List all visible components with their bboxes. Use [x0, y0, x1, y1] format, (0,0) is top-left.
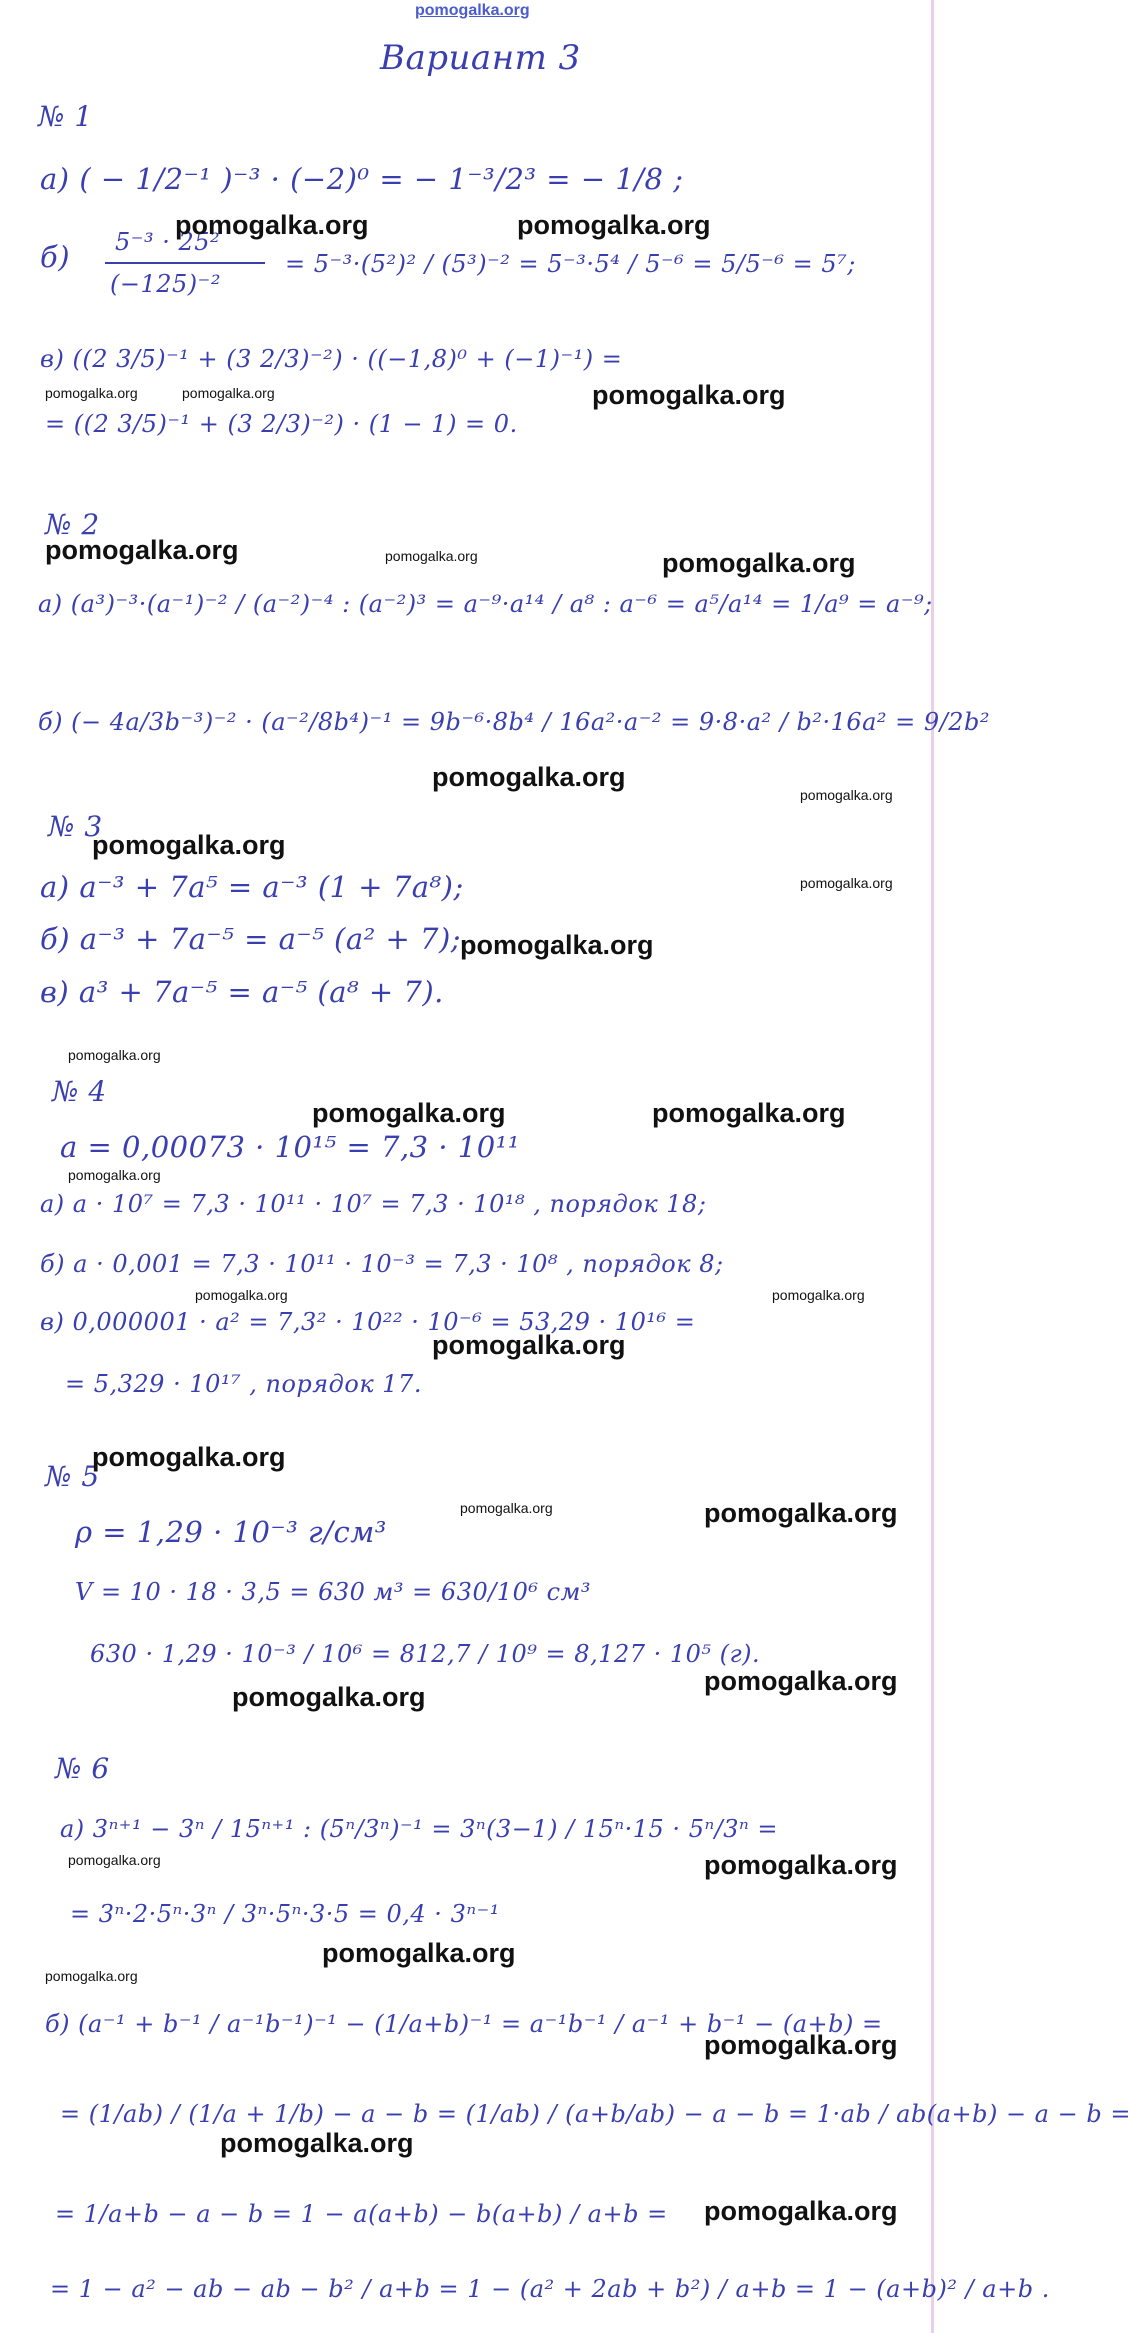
task-5-density: ρ = 1,29 · 10⁻³ г/см³ — [75, 1515, 387, 1549]
task-4-part-c-line2: = 5,329 · 10¹⁷ , порядок 17. — [65, 1370, 422, 1398]
header-site-watermark[interactable]: pomogalka.org — [415, 2, 530, 19]
task-6-part-b-line1: б) (a⁻¹ + b⁻¹ / a⁻¹b⁻¹)⁻¹ − (1/a+b)⁻¹ = a⁻¹b⁻¹ / a⁻¹ + b⁻¹ − (a+b) = — [45, 2010, 883, 2038]
watermark-text: pomogalka.org — [800, 875, 893, 891]
watermark-text: pomogalka.org — [92, 1442, 286, 1472]
task-1-part-b-denominator: (−125)⁻² — [110, 270, 221, 298]
watermark-text: pomogalka.org — [322, 1938, 516, 1968]
watermark-text: pomogalka.org — [45, 385, 138, 401]
watermark-text: pomogalka.org — [68, 1852, 161, 1868]
watermark-text: pomogalka.org — [517, 210, 711, 240]
watermark-text: pomogalka.org — [92, 830, 286, 860]
task-3-part-a: а) a⁻³ + 7a⁵ = a⁻³ (1 + 7a⁸); — [40, 870, 464, 904]
task-4-part-a: а) a · 10⁷ = 7,3 · 10¹¹ · 10⁷ = 7,3 · 10¹⁸ , порядок 18; — [40, 1190, 707, 1218]
task-6-part-b-line4: = 1 − a² − ab − ab − b² / a+b = 1 − (a² + 2ab + b²) / a+b = 1 − (a+b)² / a+b . — [50, 2275, 1050, 2303]
task-1-fraction-line — [105, 262, 265, 264]
task-1-part-c-line2: = ((2 3/5)⁻¹ + (3 2/3)⁻²) · (1 − 1) = 0. — [45, 410, 518, 438]
watermark-text: pomogalka.org — [460, 930, 654, 960]
task-6-part-b-line2: = (1/ab) / (1/a + 1/b) − a − b = (1/ab) / (a+b/ab) − a − b = 1·ab / ab(a+b) − a − b = — [60, 2100, 1131, 2128]
watermark-text: pomogalka.org — [592, 380, 786, 410]
task-1-part-b-label: б) — [40, 240, 71, 274]
watermark-text: pomogalka.org — [68, 1047, 161, 1063]
page-title: Вариант 3 — [380, 38, 581, 78]
watermark-text: pomogalka.org — [800, 787, 893, 803]
task-2-part-b: б) (− 4a/3b⁻³)⁻² · (a⁻²/8b⁴)⁻¹ = 9b⁻⁶·8b⁴ / 16a²·a⁻² = 9·8·a² / b²·16a² = 9/2b² — [38, 708, 991, 736]
watermark-text: pomogalka.org — [312, 1098, 506, 1128]
watermark-text: pomogalka.org — [45, 1968, 138, 1984]
task-6-part-a-line1: а) 3ⁿ⁺¹ − 3ⁿ / 15ⁿ⁺¹ : (5ⁿ/3ⁿ)⁻¹ = 3ⁿ(3−1) / 15ⁿ·15 · 5ⁿ/3ⁿ = — [60, 1815, 779, 1843]
task-4-label: № 4 — [52, 1075, 107, 1108]
task-5-mass: 630 · 1,29 · 10⁻³ / 10⁶ = 812,7 / 10⁹ = 8,127 · 10⁵ (г). — [90, 1640, 761, 1668]
task-6-part-b-line3: = 1/a+b − a − b = 1 − a(a+b) − b(a+b) / a+b = — [55, 2200, 668, 2228]
task-4-given: a = 0,00073 · 10¹⁵ = 7,3 · 10¹¹ — [60, 1130, 520, 1164]
task-5-volume: V = 10 · 18 · 3,5 = 630 м³ = 630/10⁶ см³ — [75, 1578, 592, 1606]
watermark-text: pomogalka.org — [45, 535, 239, 565]
watermark-text: pomogalka.org — [704, 1850, 898, 1880]
watermark-text: pomogalka.org — [662, 548, 856, 578]
page-margin-line — [931, 0, 934, 2333]
task-6-part-a-line2: = 3ⁿ·2·5ⁿ·3ⁿ / 3ⁿ·5ⁿ·3·5 = 0,4 · 3ⁿ⁻¹ — [70, 1900, 500, 1928]
watermark-text: pomogalka.org — [772, 1287, 865, 1303]
watermark-text: pomogalka.org — [704, 1498, 898, 1528]
watermark-text: pomogalka.org — [68, 1167, 161, 1183]
watermark-text: pomogalka.org — [182, 385, 275, 401]
watermark-text: pomogalka.org — [432, 1330, 626, 1360]
task-3-label: № 3 — [48, 810, 103, 843]
task-6-label: № 6 — [55, 1752, 110, 1785]
task-1-part-c-line1: в) ((2 3/5)⁻¹ + (3 2/3)⁻²) · ((−1,8)⁰ + (−1)⁻¹) = — [40, 345, 623, 373]
task-5-label: № 5 — [45, 1460, 100, 1493]
task-1-part-b-numerator: 5⁻³ · 25² — [115, 228, 221, 256]
watermark-text: pomogalka.org — [175, 210, 369, 240]
watermark-text: pomogalka.org — [195, 1287, 288, 1303]
watermark-text: pomogalka.org — [460, 1500, 553, 1516]
watermark-text: pomogalka.org — [704, 1666, 898, 1696]
watermark-text: pomogalka.org — [385, 548, 478, 564]
watermark-text: pomogalka.org — [432, 762, 626, 792]
watermark-text: pomogalka.org — [232, 1682, 426, 1712]
task-1-label: № 1 — [38, 100, 93, 133]
task-3-part-b: б) a⁻³ + 7a⁻⁵ = a⁻⁵ (a² + 7); — [40, 922, 462, 956]
task-4-part-c-line1: в) 0,000001 · a² = 7,3² · 10²² · 10⁻⁶ = 53,29 · 10¹⁶ = — [40, 1308, 696, 1336]
watermark-text: pomogalka.org — [704, 2030, 898, 2060]
task-1-part-a: а) ( − 1/2⁻¹ )⁻³ · (−2)⁰ = − 1⁻³/2³ = − 1/8 ; — [40, 162, 684, 196]
task-2-part-a: а) (a³)⁻³·(a⁻¹)⁻² / (a⁻²)⁻⁴ : (a⁻²)³ = a⁻⁹·a¹⁴ / a⁸ : a⁻⁶ = a⁵/a¹⁴ = 1/a⁹ = a⁻⁹; — [38, 590, 933, 618]
task-4-part-b: б) a · 0,001 = 7,3 · 10¹¹ · 10⁻³ = 7,3 · 10⁸ , порядок 8; — [40, 1250, 724, 1278]
watermark-text: pomogalka.org — [220, 2128, 414, 2158]
watermark-text: pomogalka.org — [704, 2196, 898, 2226]
task-3-part-c: в) a³ + 7a⁻⁵ = a⁻⁵ (a⁸ + 7). — [40, 975, 444, 1009]
task-1-part-b-rest: = 5⁻³·(5²)² / (5³)⁻² = 5⁻³·5⁴ / 5⁻⁶ = 5/5⁻⁶ = 5⁷; — [285, 250, 856, 278]
task-2-label: № 2 — [45, 508, 100, 541]
watermark-text: pomogalka.org — [652, 1098, 846, 1128]
